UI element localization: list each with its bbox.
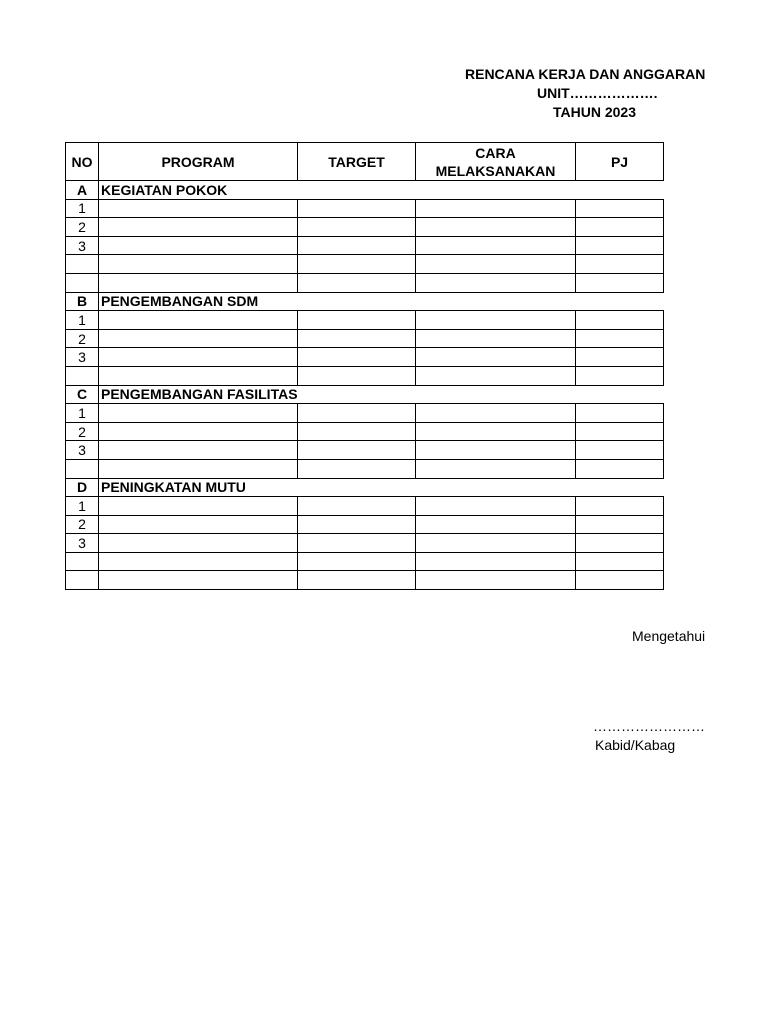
table-row	[66, 422, 664, 441]
cara-cell[interactable]	[416, 273, 576, 292]
pj-cell[interactable]	[576, 199, 664, 218]
program-cell[interactable]	[99, 366, 298, 385]
table-row	[66, 236, 664, 255]
table-row	[66, 441, 664, 460]
header-target: TARGET	[298, 143, 416, 181]
row-number	[66, 255, 99, 274]
year-line: TAHUN 2023	[553, 104, 636, 120]
cara-cell[interactable]	[416, 199, 576, 218]
section-row	[66, 181, 664, 200]
section-name: PENGEMBANGAN FASILITAS	[99, 385, 664, 404]
table-row	[66, 366, 664, 385]
section-row	[66, 385, 664, 404]
work-plan-table	[65, 142, 664, 590]
target-cell[interactable]	[298, 404, 416, 423]
section-letter: A	[66, 181, 99, 200]
row-number: 2	[66, 422, 99, 441]
row-number	[66, 273, 99, 292]
target-cell[interactable]	[298, 311, 416, 330]
target-cell[interactable]	[298, 459, 416, 478]
header-no: NO	[66, 143, 99, 181]
row-number	[66, 571, 99, 590]
pj-cell[interactable]	[576, 218, 664, 237]
cara-cell[interactable]	[416, 422, 576, 441]
program-cell[interactable]	[99, 534, 298, 553]
target-cell[interactable]	[298, 422, 416, 441]
table-row	[66, 459, 664, 478]
section-row	[66, 478, 664, 497]
row-number: 3	[66, 441, 99, 460]
pj-cell[interactable]	[576, 366, 664, 385]
cara-cell[interactable]	[416, 571, 576, 590]
table-row	[66, 218, 664, 237]
program-cell[interactable]	[99, 199, 298, 218]
section-letter: C	[66, 385, 99, 404]
program-cell[interactable]	[99, 459, 298, 478]
program-cell[interactable]	[99, 273, 298, 292]
table-header-row	[66, 143, 664, 181]
program-cell[interactable]	[99, 348, 298, 367]
section-name: PENINGKATAN MUTU	[99, 478, 664, 497]
program-cell[interactable]	[99, 404, 298, 423]
program-cell[interactable]	[99, 329, 298, 348]
table-row	[66, 311, 664, 330]
section-name: PENGEMBANGAN SDM	[99, 292, 664, 311]
row-number: 2	[66, 515, 99, 534]
cara-cell[interactable]	[416, 534, 576, 553]
target-cell[interactable]	[298, 218, 416, 237]
cara-cell[interactable]	[416, 497, 576, 516]
header-cara-line2: MELAKSANAKAN	[435, 162, 556, 179]
cara-cell[interactable]	[416, 515, 576, 534]
pj-cell[interactable]	[576, 552, 664, 571]
pj-cell[interactable]	[576, 515, 664, 534]
table-body	[66, 181, 664, 590]
pj-cell[interactable]	[576, 404, 664, 423]
signature-label: Mengetahui	[632, 628, 706, 644]
target-cell[interactable]	[298, 497, 416, 516]
cara-cell[interactable]	[416, 348, 576, 367]
program-cell[interactable]	[99, 311, 298, 330]
program-cell[interactable]	[99, 422, 298, 441]
pj-cell[interactable]	[576, 459, 664, 478]
header-program: PROGRAM	[99, 143, 298, 181]
row-number: 3	[66, 534, 99, 553]
program-cell[interactable]	[99, 571, 298, 590]
program-cell[interactable]	[99, 515, 298, 534]
cara-cell[interactable]	[416, 311, 576, 330]
row-number: 1	[66, 404, 99, 423]
section-letter: D	[66, 478, 99, 497]
table-row	[66, 571, 664, 590]
program-cell[interactable]	[99, 497, 298, 516]
pj-cell[interactable]	[576, 348, 664, 367]
cara-cell[interactable]	[416, 218, 576, 237]
table-row	[66, 404, 664, 423]
header-cara-melaksanakan	[416, 143, 576, 181]
target-cell[interactable]	[298, 515, 416, 534]
row-number: 1	[66, 199, 99, 218]
table-row	[66, 329, 664, 348]
pj-cell[interactable]	[576, 422, 664, 441]
cara-cell[interactable]	[416, 236, 576, 255]
unit-line: UNIT……………….	[537, 85, 658, 101]
row-number: 1	[66, 497, 99, 516]
row-number: 3	[66, 236, 99, 255]
row-number	[66, 459, 99, 478]
target-cell[interactable]	[298, 366, 416, 385]
target-cell[interactable]	[298, 199, 416, 218]
target-cell[interactable]	[298, 534, 416, 553]
table-row	[66, 199, 664, 218]
target-cell[interactable]	[298, 273, 416, 292]
target-cell[interactable]	[298, 441, 416, 460]
pj-cell[interactable]	[576, 236, 664, 255]
signature-name-line: ……………………	[593, 718, 705, 734]
row-number: 2	[66, 329, 99, 348]
table-row	[66, 552, 664, 571]
pj-cell[interactable]	[576, 571, 664, 590]
target-cell[interactable]	[298, 348, 416, 367]
cara-cell[interactable]	[416, 329, 576, 348]
section-name: KEGIATAN POKOK	[99, 181, 664, 200]
program-cell[interactable]	[99, 255, 298, 274]
program-cell[interactable]	[99, 236, 298, 255]
cara-cell[interactable]	[416, 404, 576, 423]
pj-cell[interactable]	[576, 255, 664, 274]
table-row	[66, 497, 664, 516]
section-letter: B	[66, 292, 99, 311]
pj-cell[interactable]	[576, 273, 664, 292]
target-cell[interactable]	[298, 255, 416, 274]
program-cell[interactable]	[99, 552, 298, 571]
pj-cell[interactable]	[576, 497, 664, 516]
pj-cell[interactable]	[576, 311, 664, 330]
table-row	[66, 515, 664, 534]
signature-role: Kabid/Kabag	[595, 737, 676, 753]
header-cara-line1: CARA	[475, 144, 516, 161]
table-row	[66, 348, 664, 367]
header-pj: PJ	[576, 143, 664, 181]
row-number: 3	[66, 348, 99, 367]
cara-cell[interactable]	[416, 459, 576, 478]
cara-cell[interactable]	[416, 366, 576, 385]
target-cell[interactable]	[298, 552, 416, 571]
row-number: 1	[66, 311, 99, 330]
pj-cell[interactable]	[576, 329, 664, 348]
row-number	[66, 552, 99, 571]
pj-cell[interactable]	[576, 534, 664, 553]
target-cell[interactable]	[298, 571, 416, 590]
table-row	[66, 534, 664, 553]
table-row	[66, 273, 664, 292]
pj-cell[interactable]	[576, 441, 664, 460]
target-cell[interactable]	[298, 329, 416, 348]
row-number	[66, 366, 99, 385]
cara-cell[interactable]	[416, 255, 576, 274]
row-number: 2	[66, 218, 99, 237]
program-cell[interactable]	[99, 441, 298, 460]
target-cell[interactable]	[298, 236, 416, 255]
cara-cell[interactable]	[416, 441, 576, 460]
cara-cell[interactable]	[416, 552, 576, 571]
table-row	[66, 255, 664, 274]
section-row	[66, 292, 664, 311]
document-title: RENCANA KERJA DAN ANGGARAN	[465, 66, 706, 82]
program-cell[interactable]	[99, 218, 298, 237]
